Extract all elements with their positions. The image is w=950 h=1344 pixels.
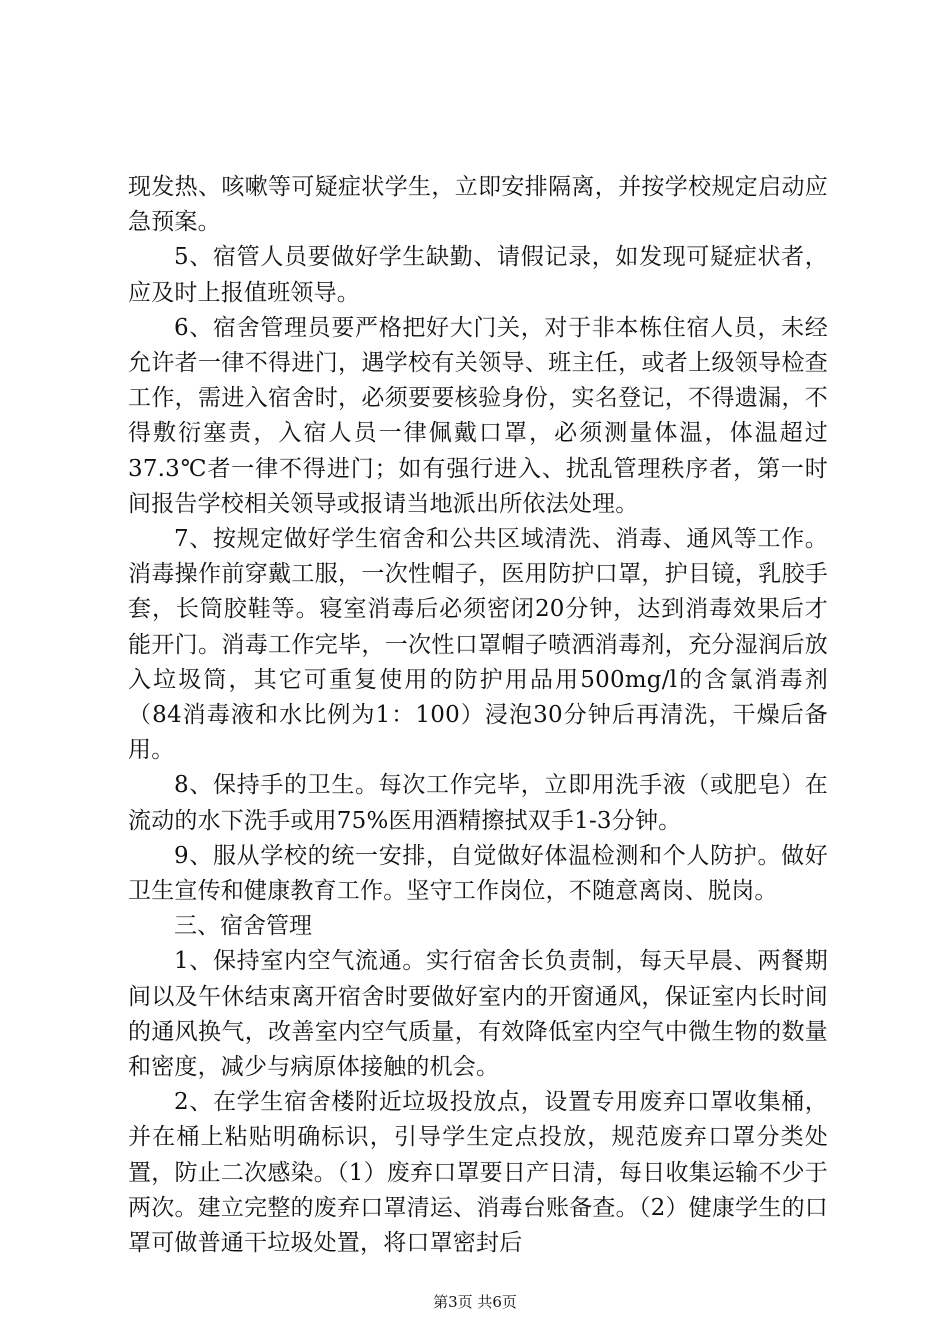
paragraph-item-7: 7、按规定做好学生宿舍和公共区域清洗、消毒、通风等工作。消毒操作前穿戴工服，一次性帽子，医用防护口罩，护目镜，乳胶手套，长筒胶鞋等。寝室消毒后必须密闭20分钟，达到消毒效果后才能开门。消毒工作完毕，一次性口罩帽子喷洒消毒剂，充分湿润后放入垃圾筒，其它可重复使用的防护用品用500mg/l的含氯消毒剂（84消毒液和水比例为1：100）浸泡30分钟后再清洗，干燥后备用。 (128, 526, 828, 764)
paragraph-item-5: 5、宿管人员要做好学生缺勤、请假记录，如发现可疑症状者，应及时上报值班领导。 (128, 244, 828, 306)
section-heading: 三、宿舍管理 (174, 913, 312, 940)
page-footer: 第3页 共6页 (433, 1293, 517, 1311)
paragraph-item-9: 9、服从学校的统一安排，自觉做好体温检测和个人防护。做好卫生宣传和健康教育工作。坚守工作岗位，不随意离岗、脱岗。 (128, 842, 828, 905)
paragraph-dorm-1: 1、保持室内空气流通。实行宿舍长负责制，每天早晨、两餐期间以及午休结束离开宿舍时要做好室内的开窗通风，保证室内长时间的通风换气，改善室内空气质量，有效降低室内空气中微生物的数量和密度，减少与病原体接触的机会。 (128, 948, 828, 1081)
paragraph-item-8: 8、保持手的卫生。每次工作完毕，立即用洗手液（或肥皂）在流动的水下洗手或用75%医用酒精擦拭双手1-3分钟。 (128, 772, 828, 834)
paragraph-continuation: 现发热、咳嗽等可疑症状学生，立即安排隔离，并按学校规定启动应急预案。 (128, 174, 828, 236)
document-body (128, 170, 828, 1261)
paragraph-item-6: 6、宿舍管理员要严格把好大门关，对于非本栋住宿人员，未经允许者一律不得进门，遇学校有关领导、班主任，或者上级领导检查工作，需进入宿舍时，必须要要核验身份，实名登记，不得遗漏，不得敷衍塞责，入宿人员一律佩戴口罩，必须测量体温，体温超过37.3℃者一律不得进门；如有强行进入、扰乱管理秩序者，第一时间报告学校相关领导或报请当地派出所依法处理。 (128, 314, 828, 517)
paragraph-dorm-2: 2、在学生宿舍楼附近垃圾投放点，设置专用废弃口罩收集桶，并在桶上粘贴明确标识，引导学生定点投放，规范废弃口罩分类处置，防止二次感染。（1）废弃口罩要日产日清，每日收集运输不少于两次。建立完整的废弃口罩清运、消毒台账备查。（2）健康学生的口罩可做普通干垃圾处置，将口罩密封后 (128, 1089, 828, 1257)
